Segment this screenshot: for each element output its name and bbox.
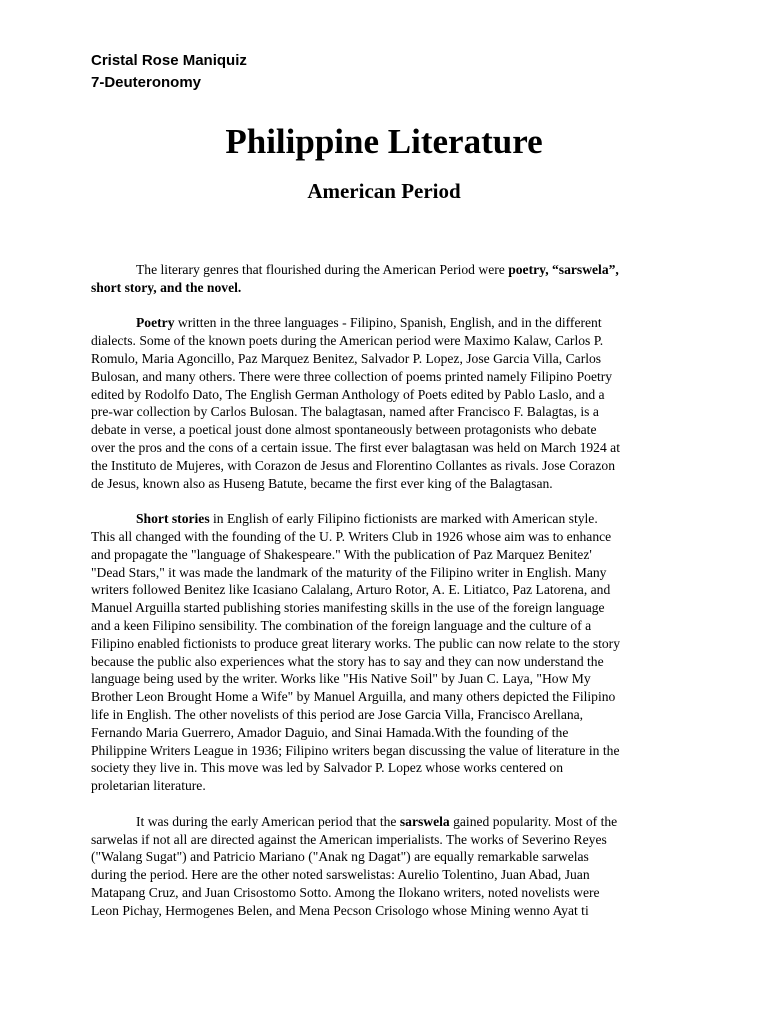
text-line: the Instituto de Mujeres, with Corazon de Jesus and Florentino Collantes as rivals. Jose Corazon	[91, 457, 616, 473]
text-line: Bulosan, and many others. There were three collection of poems printed namely Filipino Poetry	[91, 368, 613, 384]
text-line: Brother Leon Brought Home a Wife" by Manuel Arguilla, and many others depicted the Filipino	[91, 689, 616, 705]
text-line: sarwelas if not all are directed against the American imperialists. The works of Severino Reyes	[91, 831, 607, 847]
author-block	[91, 50, 247, 94]
bold-term: Short stories	[136, 511, 210, 527]
text-line: Manuel Arguilla started publishing stories manifesting skills in the use of the foreign language	[91, 600, 605, 616]
bold-term: Poetry	[136, 315, 175, 331]
text-line: writers followed Benitez like Icasiano Calalang, Arturo Rotor, A. E. Litiatco, Paz Latorena, and	[91, 582, 611, 598]
paragraph	[91, 261, 681, 297]
bold-term: short story, and the novel.	[91, 279, 242, 295]
text-line: pre-war collection by Carlos Bulosan. The balagtasan, named after Francisco F. Balagtas, is a	[91, 404, 599, 420]
text-line: It was during the early American period that the sarswela gained popularity. Most of the	[136, 813, 618, 829]
text-line: edited by Rodolfo Dato, The English German Anthology of Poets edited by Pablo Laslo, and a	[91, 386, 605, 402]
document-subtitle: American Period	[307, 179, 461, 203]
bold-term: poetry, “sarswela”,	[508, 262, 619, 277]
text-line: ("Walang Sugat") and Patricio Mariano ("Anak ng Dagat") are equally remarkable sarwelas	[91, 849, 589, 865]
text-line: The literary genres that flourished during the American Period were poetry, “sarswela”,	[136, 262, 619, 277]
text-line: Poetry written in the three languages - Filipino, Spanish, English, and in the different	[136, 315, 602, 331]
text-line: Matapang Cruz, and Juan Crisostomo Sotto. Among the Ilokano writers, noted novelists were	[91, 884, 600, 900]
text-line: debate in verse, a poetical joust done almost spontaneously between protagonists who debate	[91, 422, 597, 438]
text-line: Leon Pichay, Hermogenes Belen, and Mena Pecson Crisologo whose Mining wenno Ayat ti	[91, 902, 589, 918]
text-line: over the pros and the cons of a certain issue. The first ever balagtasan was held on March 1924 at	[91, 439, 620, 455]
document-body	[91, 261, 681, 937]
text-line: language being used by the writer. Works like "His Native Soil" by Juan C. Laya, "How My	[91, 671, 591, 687]
document-title: Philippine Literature	[225, 122, 543, 161]
text-line: Romulo, Maria Agoncillo, Paz Marquez Benitez, Salvador P. Lopez, Jose Garcia Villa, Carlos	[91, 350, 602, 366]
text-line: because the public also experiences what the story has to say and they can now understand the	[91, 653, 604, 669]
text-line: society they live in. This move was led by Salvador P. Lopez whose works centered on	[91, 760, 564, 776]
paragraph	[91, 510, 681, 795]
text-line: and a keen Filipino sensibility. The combination of the foreign language and the culture of a	[91, 617, 592, 633]
text-line: and propagate the "language of Shakespeare." With the publication of Paz Marquez Benitez'	[91, 546, 592, 562]
paragraph	[91, 314, 681, 492]
text-line: This all changed with the founding of the U. P. Writers Club in 1926 whose aim was to enhance	[91, 528, 612, 544]
text-line: "Dead Stars," it was made the landmark of the maturity of the Filipino writer in English. Many	[91, 564, 607, 580]
text-line: Fernando Maria Guerrero, Amador Daguio, and Sinai Hamada.With the founding of the	[91, 724, 569, 740]
text-line	[91, 279, 681, 297]
text-line: Philippine Writers League in 1936; Filipino writers began discussing the value of literature in the	[91, 742, 620, 758]
text-line: dialects. Some of the known poets during the American period were Maximo Kalaw, Carlos P.	[91, 333, 604, 349]
class-section: 7-Deuteronomy	[91, 74, 202, 91]
text-line: Filipino enabled fictionists to produce great literary works. The public can now relate to the story	[91, 635, 621, 651]
text-line: life in English. The other novelists of this period are Jose Garcia Villa, Francisco Arellana,	[91, 706, 584, 722]
text-line: Short stories in English of early Filipino fictionists are marked with American style.	[136, 511, 598, 527]
bold-term: sarswela	[399, 813, 450, 829]
text-line: during the period. Here are the other noted sarswelistas: Aurelio Tolentino, Juan Abad, Juan	[91, 867, 590, 883]
text-line: de Jesus, known also as Huseng Batute, became the first ever king of the Balagtasan.	[91, 475, 553, 491]
text-line: proletarian literature.	[91, 778, 206, 794]
paragraph	[91, 813, 681, 920]
author-name: Cristal Rose Maniquiz	[91, 52, 247, 69]
